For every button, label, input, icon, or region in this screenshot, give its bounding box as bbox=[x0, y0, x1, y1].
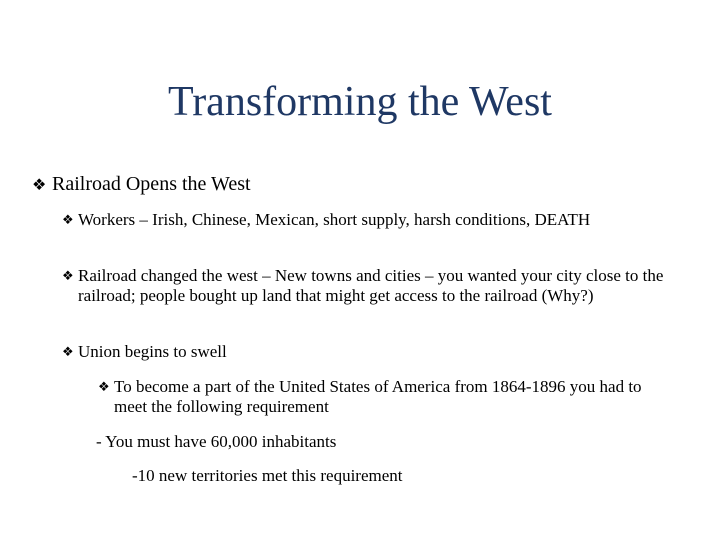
sub-bullet-union bbox=[62, 342, 692, 363]
diamond-bullet-icon: ❖ bbox=[98, 380, 110, 395]
sub-bullet-text: Workers – Irish, Chinese, Mexican, short supply, harsh conditions, DEATH bbox=[78, 210, 591, 229]
sub-bullet-text: Union begins to swell bbox=[78, 342, 227, 361]
sub-bullet-workers bbox=[62, 210, 692, 231]
diamond-bullet-icon: ❖ bbox=[62, 213, 74, 228]
bullet-railroad-opens bbox=[32, 170, 251, 199]
diamond-bullet-icon: ❖ bbox=[62, 345, 74, 360]
dash-item-inhabitants: - You must have 60,000 inhabitants bbox=[96, 432, 337, 451]
bullet-text: Railroad Opens the West bbox=[52, 173, 251, 195]
diamond-bullet-icon: ❖ bbox=[32, 175, 47, 194]
sub-sub-bullet-text: To become a part of the United States of America from 1864-1896 you had to meet the following requirement bbox=[114, 377, 642, 416]
sub-bullet-text: Railroad changed the west – New towns and cities – you wanted your city close to the railroad; people bought up land that might get access to the railroad (Why?) bbox=[78, 266, 664, 305]
note-territories: -10 new territories met this requirement bbox=[132, 466, 403, 485]
sub-bullet-railroad-changed bbox=[62, 266, 692, 306]
slide-title: Transforming the West bbox=[168, 79, 552, 125]
diamond-bullet-icon: ❖ bbox=[62, 269, 74, 284]
sub-sub-bullet-requirement bbox=[98, 377, 678, 417]
